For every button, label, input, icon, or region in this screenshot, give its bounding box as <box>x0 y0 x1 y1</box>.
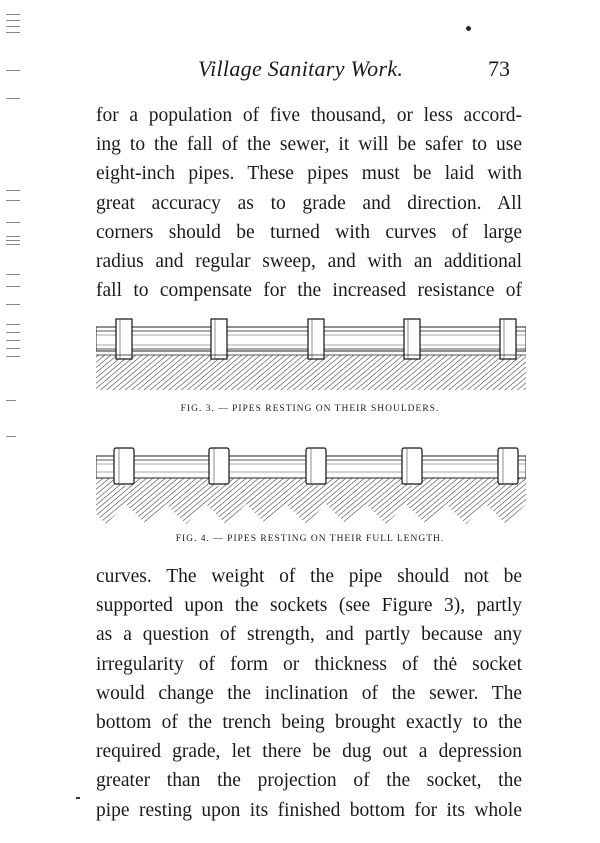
text-line: for a population of five thousand, or less accord- <box>96 105 522 126</box>
page-header <box>0 56 600 90</box>
text-line: curves. The weight of the pipe should not be <box>96 566 522 587</box>
body-paragraph-top <box>96 101 522 305</box>
ground-hatching <box>96 478 526 524</box>
figure-3-caption: FIG. 3. — PIPES RESTING ON THEIR SHOULDERS. <box>180 404 440 414</box>
text-line: required grade, let there be dug out a depression <box>96 741 522 763</box>
print-speck <box>76 797 80 799</box>
body-paragraph-bottom <box>96 562 522 825</box>
text-line: fall to compensate for the increased resistance of <box>96 280 522 302</box>
text-line: as a question of strength, and partly because any <box>96 624 522 646</box>
text-line: pipe resting upon its finished bottom for its whole <box>96 799 522 821</box>
text-line: irregularity of form or thickness of thė socket <box>96 653 522 675</box>
page-number: 73 <box>488 56 510 81</box>
text-line: great accuracy as to grade and direction. All <box>96 192 522 214</box>
figure-3-pipes-on-shoulders <box>96 315 526 390</box>
figure-4-caption: FIG. 4. — PIPES RESTING ON THEIR FULL LENGTH. <box>175 534 445 544</box>
running-title: Village Sanitary Work. <box>198 56 404 81</box>
text-line: would change the inclination of the sewer. The <box>96 682 522 704</box>
text-line: supported upon the sockets (see Figure 3), partly <box>96 595 522 617</box>
text-line: radius and regular sweep, and with an additional <box>96 250 522 272</box>
text-line: corners should be turned with curves of large <box>96 221 522 243</box>
text-line: greater than the projection of the socket, the <box>96 770 522 792</box>
text-line: ing to the fall of the sewer, it will be safer to use <box>96 134 522 156</box>
figure-4-pipes-full-length <box>96 442 526 524</box>
ground-hatching <box>96 355 526 390</box>
text-line: bottom of the trench being brought exactly to the <box>96 711 522 733</box>
text-line: eight-inch pipes. These pipes must be laid with <box>96 163 522 185</box>
print-speck <box>466 26 471 31</box>
